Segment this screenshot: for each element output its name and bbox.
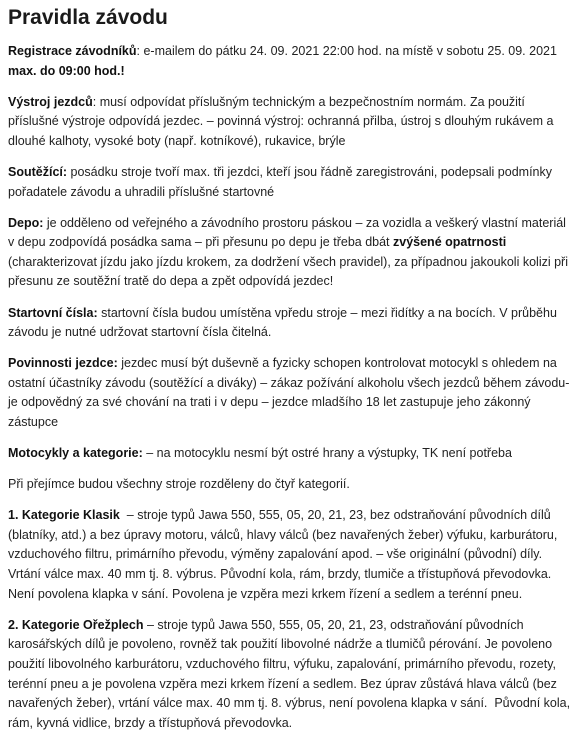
paragraph-povinnosti xyxy=(8,354,574,432)
text-depo: je odděleno od veřejného a závodního prostoru páskou – za vozidla a veškerý vlastní materiál v depu zodpovídá posádka sama – při přesunu po depu je třeba dbát xyxy=(8,215,566,250)
paragraph-soutezici xyxy=(8,163,574,202)
text-startovni: startovní čísla budou umístěna vpředu stroje – mezi řidítky a na bocích. V průběhu závodu je nutné udržovat startovní čísla čitelná. xyxy=(8,305,557,340)
emphasis-depo: zvýšené opatrnosti xyxy=(393,235,507,250)
label-povinnosti: Povinnosti jezdce: xyxy=(8,356,118,371)
text-depo-2: (charakterizovat jízdu jako jízdu krokem, za dodržení všech pravidel), za případnou jakoukoli kolizi při přesunu ze soutěžní tratě do depa a zpět odpovídá jezdec! xyxy=(8,254,568,289)
label-kategorie-orezplech: 2. Kategorie Ořežplech xyxy=(8,617,144,632)
label-motocykly: Motocykly a kategorie: xyxy=(8,446,143,461)
label-vystroj: Výstroj jezdců xyxy=(8,94,93,109)
text-kategorie-orezplech: – stroje typů Jawa 550, 555, 05, 20, 21, 23, odstraňování původních karosářských dílů je povoleno, rovněž tak použití libovolné nádrže a tlumičů pérování. Je povoleno použití libovolného karburátoru, vzduchového filtru, výfuku, zapalování, primárního převodu, rozety, terénní pneu a je povolena vzpěra mezi krkem řízení a sedlem. Bez úprav zůstává hlava válců (bez navařených žeber), vrtání válce max. 40 mm tj. 8. výbrus, není povolena klapka v sání. Původní kola, rám, kyvná vidlice, brzdy a třístupňová převodovka. xyxy=(8,617,574,730)
label-soutezici: Soutěžící: xyxy=(8,164,68,179)
paragraph-registrace xyxy=(8,42,574,81)
paragraph-depo xyxy=(8,214,574,292)
label-kategorie-klasik: 1. Kategorie Klasik xyxy=(8,508,120,523)
paragraph-kategorie-klasik xyxy=(8,506,574,604)
emphasis-registrace-deadline: max. do 09:00 hod.! xyxy=(8,63,125,78)
paragraph-prejimka xyxy=(8,475,574,495)
label-depo: Depo: xyxy=(8,215,44,230)
text-motocykly: – na motocyklu nesmí být ostré hrany a výstupky, TK není potřeba xyxy=(142,446,512,461)
text-povinnosti: jezdec musí být duševně a fyzicky schopen kontrolovat motocykl s ohledem na ostatní účastníky závodu (soutěžící a diváky) – zákaz požívání alkoholu všech jezdců během závodu- je odpovědný za své chování na trati i v depu – jezdce mladšího 18 let zastupuje jeho zákonný zástupce xyxy=(8,356,570,429)
text-kategorie-klasik: – stroje typů Jawa 550, 555, 05, 20, 21, 23, bez odstraňování původních dílů (blatníky, atd.) a bez úpravy motoru, válců, hlavy válců (bez navařených žeber) výfuku, karburátoru, vzduchového filtru, primárního převodu, výměny zapalování apod. – vše originální (původní) díly. Vrtání válce max. 40 mm tj. 8. výbrus. Původní kola, rám, brzdy, tlumiče a třístupňová převodovka. Není povolena klapka v sání. Povolena je vzpěra mezi krkem řízení a sedlem a terénní pneu. xyxy=(8,508,561,601)
text-prejimka: Při přejímce budou všechny stroje rozděleny do čtyř kategorií. xyxy=(8,477,350,492)
text-registrace: : e-mailem do pátku 24. 09. 2021 22:00 hod. na místě v sobotu 25. 09. 2021 xyxy=(136,44,557,58)
text-vystroj: : musí odpovídat příslušným technickým a bezpečnostním normám. Za použití příslušné výstroje odpovídá jezdec. – povinná výstroj: ochranná přilba, ústroj s dlouhým rukávem a dlouhé kalhoty, vysoké boty (např. kotníkové), rukavice, brýle xyxy=(8,94,554,148)
paragraph-kategorie-orezplech xyxy=(8,616,574,733)
page-title: Pravidla závodu xyxy=(8,6,168,29)
paragraph-vystroj xyxy=(8,93,574,152)
label-startovni: Startovní čísla: xyxy=(8,305,98,320)
text-soutezici: posádku stroje tvoří max. tři jezdci, kteří jsou řádně zaregistrováni, podepsali podmínky pořadatele závodu a uhradili příslušné startovné xyxy=(8,164,552,199)
paragraph-startovni xyxy=(8,304,574,343)
paragraph-motocykly xyxy=(8,444,574,464)
label-registrace: Registrace závodníků xyxy=(8,44,137,58)
